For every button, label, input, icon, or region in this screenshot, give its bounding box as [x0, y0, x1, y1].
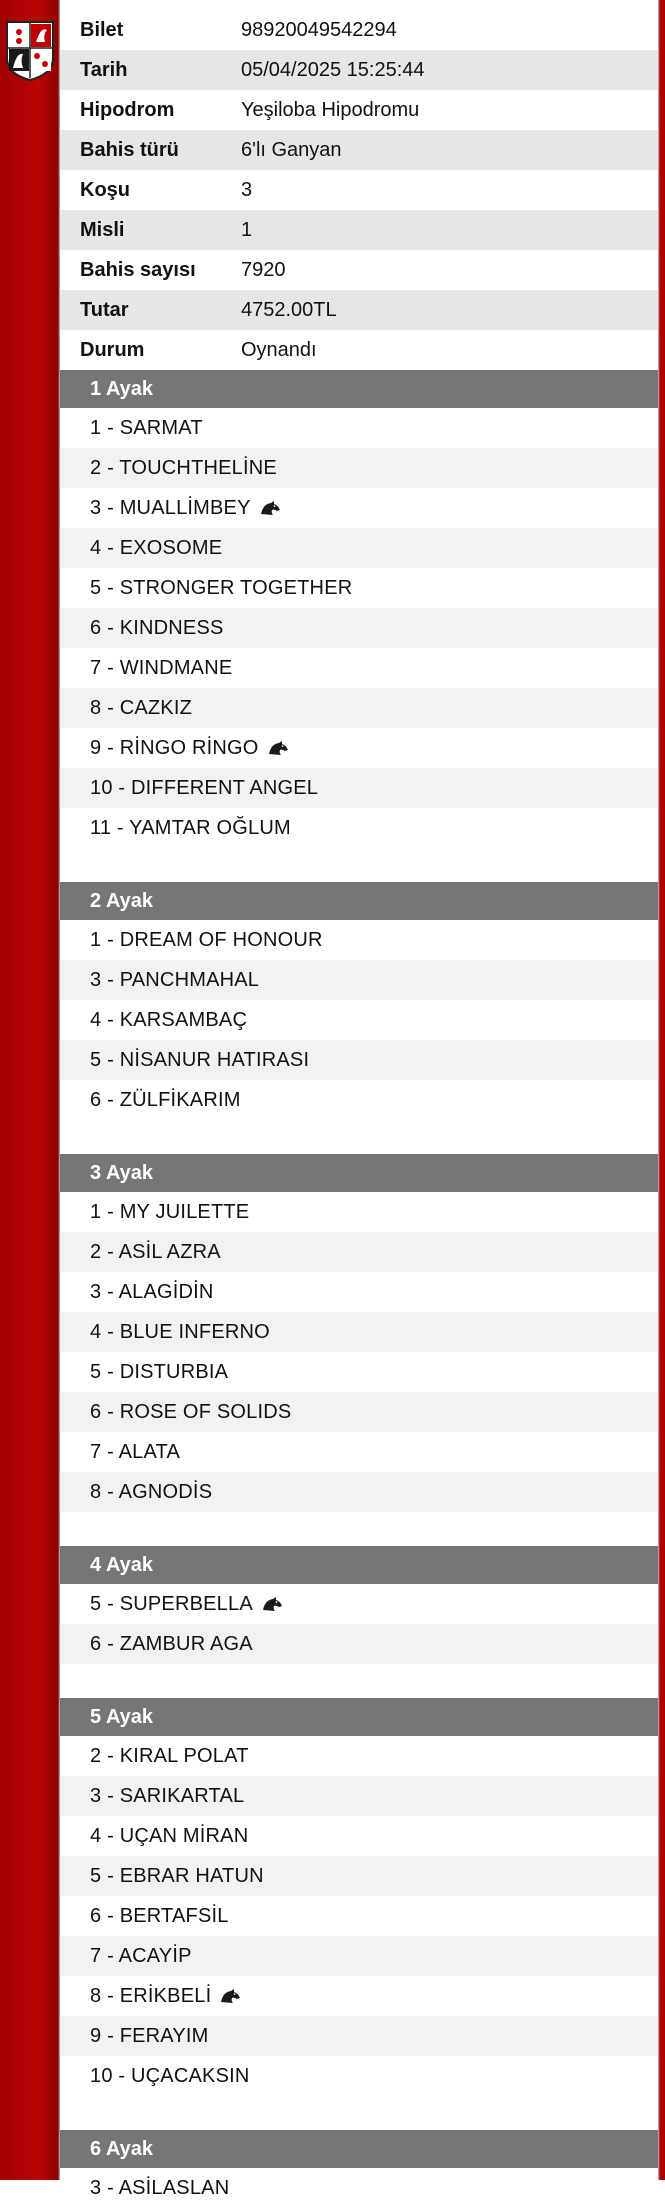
horse-row	[60, 768, 658, 808]
horse-row	[60, 2056, 658, 2096]
left-red-border	[0, 0, 60, 2180]
horse-row	[60, 1192, 658, 1232]
leg-spacer	[60, 1512, 658, 1546]
ticket-info-table	[60, 10, 658, 370]
horse-head-icon	[261, 1596, 283, 1612]
horse-row	[60, 1312, 658, 1352]
leg-spacer	[60, 1664, 658, 1698]
horse-name: 2 - ASİL AZRA	[90, 1240, 221, 1263]
leg-header: 2 Ayak	[60, 882, 658, 920]
horse-name: 4 - EXOSOME	[90, 536, 223, 559]
info-value: 1	[241, 218, 253, 241]
info-row	[60, 10, 658, 50]
horse-row	[60, 1080, 658, 1120]
horse-row	[60, 808, 658, 848]
horse-row	[60, 1624, 658, 1664]
horse-name: 2 - TOUCHTHELİNE	[90, 456, 277, 479]
right-red-border	[658, 0, 665, 2180]
ticket-content	[60, 10, 658, 2208]
horse-row	[60, 1896, 658, 1936]
info-value: 4752.00TL	[241, 298, 337, 321]
horse-row	[60, 1776, 658, 1816]
horse-name: 6 - ZAMBUR AGA	[90, 1632, 253, 1655]
horse-name: 5 - STRONGER TOGETHER	[90, 576, 353, 599]
horse-name: 4 - KARSAMBAÇ	[90, 1008, 248, 1031]
info-value: 05/04/2025 15:25:44	[241, 58, 425, 81]
horse-name: 7 - ACAYİP	[90, 1944, 192, 1967]
horse-name: 4 - BLUE INFERNO	[90, 1320, 270, 1343]
horse-row	[60, 2168, 658, 2208]
horse-row	[60, 608, 658, 648]
leg-header: 1 Ayak	[60, 370, 658, 408]
horse-row	[60, 1272, 658, 1312]
horse-name: 7 - ALATA	[90, 1440, 180, 1463]
club-shield-logo	[3, 18, 57, 82]
leg-horse-list	[60, 2168, 658, 2208]
horse-row	[60, 568, 658, 608]
horse-name: 2 - KIRAL POLAT	[90, 1744, 249, 1767]
horse-name: 5 - EBRAR HATUN	[90, 1864, 264, 1887]
info-row	[60, 170, 658, 210]
horse-name: 5 - DISTURBIA	[90, 1360, 229, 1383]
horse-name: 5 - NİSANUR HATIRASI	[90, 1048, 310, 1071]
info-row	[60, 250, 658, 290]
info-value: Yeşiloba Hipodromu	[241, 98, 420, 121]
horse-row	[60, 1000, 658, 1040]
horse-row	[60, 960, 658, 1000]
info-label: Tarih	[80, 58, 128, 81]
leg-spacer	[60, 1120, 658, 1154]
horse-row	[60, 1472, 658, 1512]
horse-name: 9 - RİNGO RİNGO	[90, 736, 259, 759]
horse-row	[60, 688, 658, 728]
horse-row	[60, 1976, 658, 2016]
info-value: 6'lı Ganyan	[241, 138, 342, 161]
horse-name: 3 - SARIKARTAL	[90, 1784, 245, 1807]
horse-row	[60, 1584, 658, 1624]
info-row	[60, 210, 658, 250]
horse-name: 3 - ASİLASLAN	[90, 2176, 230, 2199]
horse-name: 9 - FERAYIM	[90, 2024, 209, 2047]
horse-head-icon	[219, 1988, 241, 2004]
horse-row	[60, 1936, 658, 1976]
horse-head-icon	[267, 740, 289, 756]
leg-header: 5 Ayak	[60, 1698, 658, 1736]
horse-name: 11 - YAMTAR OĞLUM	[90, 816, 291, 839]
legs-list	[60, 370, 658, 2208]
horse-row	[60, 1816, 658, 1856]
horse-name: 1 - SARMAT	[90, 416, 203, 439]
info-label: Bahis türü	[80, 138, 179, 161]
info-label: Koşu	[80, 178, 130, 201]
horse-row	[60, 1856, 658, 1896]
info-row	[60, 50, 658, 90]
horse-name: 10 - UÇACAKSIN	[90, 2064, 250, 2087]
horse-name: 6 - BERTAFSİL	[90, 1904, 229, 1927]
horse-name: 8 - AGNODİS	[90, 1480, 213, 1503]
info-row	[60, 330, 658, 370]
horse-name: 1 - DREAM OF HONOUR	[90, 928, 323, 951]
info-value: 3	[241, 178, 253, 201]
horse-name: 3 - PANCHMAHAL	[90, 968, 260, 991]
info-value: 98920049542294	[241, 18, 397, 41]
leg-header: 4 Ayak	[60, 1546, 658, 1584]
leg-spacer	[60, 848, 658, 882]
horse-row	[60, 648, 658, 688]
info-label: Bilet	[80, 18, 124, 41]
horse-name: 4 - UÇAN MİRAN	[90, 1824, 249, 1847]
horse-row	[60, 528, 658, 568]
horse-name: 10 - DIFFERENT ANGEL	[90, 776, 319, 799]
leg-spacer	[60, 2096, 658, 2130]
info-row	[60, 90, 658, 130]
horse-name: 3 - ALAGİDİN	[90, 1280, 214, 1303]
horse-name: 8 - ERİKBELİ	[90, 1984, 212, 2007]
info-label: Misli	[80, 218, 125, 241]
horse-row	[60, 448, 658, 488]
horse-row	[60, 1352, 658, 1392]
horse-row	[60, 1736, 658, 1776]
horse-row	[60, 488, 658, 528]
leg-horse-list	[60, 920, 658, 1120]
info-label: Bahis sayısı	[80, 258, 196, 281]
horse-name: 6 - ZÜLFİKARIM	[90, 1088, 241, 1111]
leg-header: 3 Ayak	[60, 1154, 658, 1192]
horse-row	[60, 728, 658, 768]
info-value: 7920	[241, 258, 286, 281]
horse-name: 6 - KINDNESS	[90, 616, 224, 639]
horse-row	[60, 1232, 658, 1272]
info-label: Durum	[80, 338, 145, 361]
horse-name: 3 - MUALLİMBEY	[90, 496, 251, 519]
leg-horse-list	[60, 1736, 658, 2096]
horse-name: 8 - CAZKIZ	[90, 696, 193, 719]
leg-horse-list	[60, 1192, 658, 1512]
info-value: Oynandı	[241, 338, 317, 361]
leg-horse-list	[60, 1584, 658, 1664]
horse-row	[60, 1432, 658, 1472]
info-label: Tutar	[80, 298, 129, 321]
info-row	[60, 290, 658, 330]
leg-horse-list	[60, 408, 658, 848]
horse-row	[60, 408, 658, 448]
horse-row	[60, 1392, 658, 1432]
info-label: Hipodrom	[80, 98, 175, 121]
horse-row	[60, 920, 658, 960]
horse-row	[60, 2016, 658, 2056]
leg-header: 6 Ayak	[60, 2130, 658, 2168]
horse-name: 7 - WINDMANE	[90, 656, 233, 679]
info-row	[60, 130, 658, 170]
horse-name: 6 - ROSE OF SOLIDS	[90, 1400, 292, 1423]
horse-row	[60, 1040, 658, 1080]
horse-head-icon	[259, 500, 281, 516]
horse-name: 5 - SUPERBELLA	[90, 1592, 253, 1615]
horse-name: 1 - MY JUILETTE	[90, 1200, 250, 1223]
